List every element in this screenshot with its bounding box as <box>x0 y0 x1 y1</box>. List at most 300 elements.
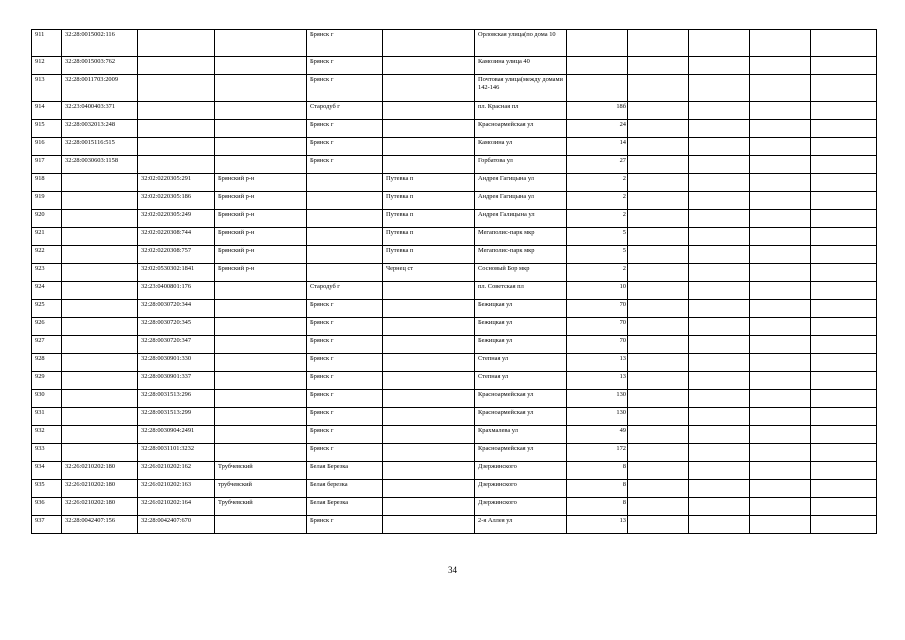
row-number-cell: 925 <box>32 300 62 318</box>
empty-cell <box>811 462 877 480</box>
city-cell: Брянск г <box>307 372 383 390</box>
city-cell: Стародуб г <box>307 102 383 120</box>
house-number-cell: 2 <box>567 210 628 228</box>
settlement-cell: Путевка п <box>383 192 475 210</box>
empty-cell <box>628 30 689 57</box>
page-number: 34 <box>448 565 457 575</box>
empty-cell <box>750 444 811 462</box>
district-cell: трубчевский <box>215 480 307 498</box>
cadastral-number-cell <box>62 282 138 300</box>
empty-cell <box>689 138 750 156</box>
settlement-cell <box>383 75 475 102</box>
settlement-cell <box>383 516 475 534</box>
empty-cell <box>689 75 750 102</box>
table-row <box>32 336 877 354</box>
house-number-cell: 172 <box>567 444 628 462</box>
empty-cell <box>811 318 877 336</box>
district-cell <box>215 30 307 57</box>
settlement-cell: Путевка п <box>383 246 475 264</box>
house-number-cell: 10 <box>567 282 628 300</box>
cadastral-number-cell <box>62 228 138 246</box>
empty-cell <box>811 372 877 390</box>
empty-cell <box>811 426 877 444</box>
empty-cell <box>811 264 877 282</box>
object-cadastral-number-cell: 32:28:0031513:299 <box>138 408 215 426</box>
cadastral-number-cell: 32:28:0030603:1158 <box>62 156 138 174</box>
row-number-cell: 937 <box>32 516 62 534</box>
house-number-cell: 49 <box>567 426 628 444</box>
table-row <box>32 30 877 57</box>
house-number-cell: 5 <box>567 246 628 264</box>
city-cell: Брянск г <box>307 300 383 318</box>
table-row <box>32 57 877 75</box>
empty-cell <box>750 372 811 390</box>
empty-cell <box>628 57 689 75</box>
object-cadastral-number-cell: 32:28:0030904:2491 <box>138 426 215 444</box>
empty-cell <box>628 264 689 282</box>
empty-cell <box>689 102 750 120</box>
row-number-cell: 935 <box>32 480 62 498</box>
object-cadastral-number-cell: 32:02:0220308:744 <box>138 228 215 246</box>
district-cell <box>215 120 307 138</box>
street-cell: Камозина ул <box>475 138 567 156</box>
row-number-cell: 911 <box>32 30 62 57</box>
settlement-cell <box>383 498 475 516</box>
object-cadastral-number-cell: 32:02:0530302:1841 <box>138 264 215 282</box>
empty-cell <box>689 318 750 336</box>
settlement-cell <box>383 120 475 138</box>
empty-cell <box>628 498 689 516</box>
empty-cell <box>628 480 689 498</box>
district-cell <box>215 156 307 174</box>
house-number-cell: 8 <box>567 462 628 480</box>
empty-cell <box>811 174 877 192</box>
table-row <box>32 300 877 318</box>
table-row <box>32 102 877 120</box>
settlement-cell <box>383 372 475 390</box>
city-cell: Белая Березка <box>307 498 383 516</box>
empty-cell <box>689 156 750 174</box>
settlement-cell <box>383 300 475 318</box>
table-row <box>32 282 877 300</box>
empty-cell <box>628 228 689 246</box>
row-number-cell: 926 <box>32 318 62 336</box>
empty-cell <box>811 192 877 210</box>
empty-cell <box>750 408 811 426</box>
empty-cell <box>811 480 877 498</box>
row-number-cell: 934 <box>32 462 62 480</box>
cadastral-number-cell <box>62 354 138 372</box>
object-cadastral-number-cell: 32:26:0210202:162 <box>138 462 215 480</box>
empty-cell <box>750 336 811 354</box>
row-number-cell: 931 <box>32 408 62 426</box>
object-cadastral-number-cell <box>138 102 215 120</box>
city-cell: Брянск г <box>307 75 383 102</box>
street-cell: Камозина улица 40 <box>475 57 567 75</box>
object-cadastral-number-cell: 32:26:0210202:163 <box>138 480 215 498</box>
empty-cell <box>750 156 811 174</box>
empty-cell <box>750 462 811 480</box>
empty-cell <box>689 120 750 138</box>
house-number-cell <box>567 57 628 75</box>
object-cadastral-number-cell: 32:23:0400801:176 <box>138 282 215 300</box>
city-cell: Брянск г <box>307 120 383 138</box>
empty-cell <box>811 210 877 228</box>
street-cell: Дзержинского <box>475 480 567 498</box>
empty-cell <box>689 57 750 75</box>
empty-cell <box>750 57 811 75</box>
row-number-cell: 913 <box>32 75 62 102</box>
row-number-cell: 918 <box>32 174 62 192</box>
city-cell: Брянск г <box>307 444 383 462</box>
empty-cell <box>628 444 689 462</box>
city-cell: Брянск г <box>307 156 383 174</box>
empty-cell <box>689 354 750 372</box>
row-number-cell: 915 <box>32 120 62 138</box>
district-cell <box>215 426 307 444</box>
street-cell: Андрея Галицына ул <box>475 210 567 228</box>
row-number-cell: 920 <box>32 210 62 228</box>
empty-cell <box>628 336 689 354</box>
empty-cell <box>689 498 750 516</box>
settlement-cell <box>383 462 475 480</box>
street-cell: Крахмалева ул <box>475 426 567 444</box>
empty-cell <box>689 408 750 426</box>
settlement-cell <box>383 102 475 120</box>
city-cell: Белая Березка <box>307 462 383 480</box>
city-cell: Брянск г <box>307 390 383 408</box>
empty-cell <box>811 300 877 318</box>
settlement-cell: Путевка п <box>383 228 475 246</box>
object-cadastral-number-cell: 32:28:0030901:330 <box>138 354 215 372</box>
table-row <box>32 246 877 264</box>
empty-cell <box>811 336 877 354</box>
street-cell: Красноармейская ул <box>475 120 567 138</box>
cadastral-number-cell <box>62 372 138 390</box>
city-cell <box>307 264 383 282</box>
empty-cell <box>811 498 877 516</box>
street-cell: Мегаполис-парк мкр <box>475 246 567 264</box>
city-cell <box>307 210 383 228</box>
empty-cell <box>811 138 877 156</box>
empty-cell <box>750 264 811 282</box>
cadastral-number-cell: 32:26:0210202:180 <box>62 480 138 498</box>
row-number-cell: 927 <box>32 336 62 354</box>
empty-cell <box>689 390 750 408</box>
empty-cell <box>750 138 811 156</box>
cadastral-number-cell <box>62 336 138 354</box>
empty-cell <box>689 444 750 462</box>
empty-cell <box>750 318 811 336</box>
row-number-cell: 916 <box>32 138 62 156</box>
empty-cell <box>689 228 750 246</box>
empty-cell <box>628 318 689 336</box>
table-row <box>32 120 877 138</box>
empty-cell <box>750 354 811 372</box>
object-cadastral-number-cell: 32:02:0220308:757 <box>138 246 215 264</box>
empty-cell <box>811 120 877 138</box>
object-cadastral-number-cell: 32:26:0210202:164 <box>138 498 215 516</box>
settlement-cell <box>383 354 475 372</box>
empty-cell <box>628 462 689 480</box>
empty-cell <box>811 156 877 174</box>
district-cell <box>215 516 307 534</box>
row-number-cell: 923 <box>32 264 62 282</box>
empty-cell <box>628 300 689 318</box>
city-cell <box>307 246 383 264</box>
row-number-cell: 914 <box>32 102 62 120</box>
empty-cell <box>628 210 689 228</box>
district-cell: Трубчевский <box>215 462 307 480</box>
street-cell: 2-я Аллея ул <box>475 516 567 534</box>
row-number-cell: 936 <box>32 498 62 516</box>
house-number-cell: 2 <box>567 192 628 210</box>
empty-cell <box>811 354 877 372</box>
city-cell: Брянск г <box>307 354 383 372</box>
empty-cell <box>811 102 877 120</box>
empty-cell <box>811 408 877 426</box>
empty-cell <box>811 516 877 534</box>
empty-cell <box>750 192 811 210</box>
empty-cell <box>750 282 811 300</box>
street-cell: Красноармейская ул <box>475 444 567 462</box>
street-cell: Андрея Гагицына ул <box>475 174 567 192</box>
cadastral-number-cell <box>62 246 138 264</box>
table-row <box>32 156 877 174</box>
empty-cell <box>628 246 689 264</box>
empty-cell <box>628 354 689 372</box>
empty-cell <box>811 390 877 408</box>
settlement-cell <box>383 408 475 426</box>
cadastral-number-cell: 32:28:0015116:515 <box>62 138 138 156</box>
object-cadastral-number-cell <box>138 138 215 156</box>
district-cell <box>215 408 307 426</box>
house-number-cell: 8 <box>567 480 628 498</box>
object-cadastral-number-cell: 32:28:0031513:296 <box>138 390 215 408</box>
house-number-cell: 27 <box>567 156 628 174</box>
house-number-cell: 130 <box>567 408 628 426</box>
district-cell: Брянский р-н <box>215 192 307 210</box>
empty-cell <box>689 336 750 354</box>
city-cell: Брянск г <box>307 336 383 354</box>
street-cell: Степная ул <box>475 372 567 390</box>
house-number-cell: 130 <box>567 390 628 408</box>
row-number-cell: 929 <box>32 372 62 390</box>
district-cell: Брянский р-н <box>215 228 307 246</box>
empty-cell <box>750 102 811 120</box>
cadastral-number-cell: 32:26:0210202:180 <box>62 498 138 516</box>
cadastral-number-cell: 32:28:0042407:156 <box>62 516 138 534</box>
empty-cell <box>750 498 811 516</box>
city-cell <box>307 228 383 246</box>
city-cell: Брянск г <box>307 408 383 426</box>
street-cell: Почтовая улица(между домами 142-146 <box>475 75 567 102</box>
cadastral-number-cell <box>62 390 138 408</box>
empty-cell <box>750 426 811 444</box>
city-cell: Брянск г <box>307 57 383 75</box>
settlement-cell <box>383 426 475 444</box>
empty-cell <box>689 264 750 282</box>
empty-cell <box>750 174 811 192</box>
empty-cell <box>689 426 750 444</box>
district-cell <box>215 282 307 300</box>
object-cadastral-number-cell: 32:02:0220305:186 <box>138 192 215 210</box>
city-cell: Стародуб г <box>307 282 383 300</box>
object-cadastral-number-cell <box>138 57 215 75</box>
object-cadastral-number-cell <box>138 156 215 174</box>
empty-cell <box>628 156 689 174</box>
settlement-cell: Путевка п <box>383 174 475 192</box>
object-cadastral-number-cell: 32:28:0030720:345 <box>138 318 215 336</box>
house-number-cell: 13 <box>567 354 628 372</box>
cadastral-number-cell <box>62 174 138 192</box>
table-row <box>32 138 877 156</box>
empty-cell <box>689 30 750 57</box>
city-cell: Брянск г <box>307 426 383 444</box>
empty-cell <box>628 408 689 426</box>
empty-cell <box>750 480 811 498</box>
house-number-cell: 2 <box>567 174 628 192</box>
cadastral-number-cell: 32:28:0015002:116 <box>62 30 138 57</box>
table-row <box>32 228 877 246</box>
settlement-cell <box>383 156 475 174</box>
street-cell: пл. Красная пл <box>475 102 567 120</box>
settlement-cell <box>383 30 475 57</box>
empty-cell <box>811 30 877 57</box>
cadastral-number-cell <box>62 426 138 444</box>
empty-cell <box>689 480 750 498</box>
row-number-cell: 933 <box>32 444 62 462</box>
street-cell: пл. Советская пл <box>475 282 567 300</box>
row-number-cell: 928 <box>32 354 62 372</box>
empty-cell <box>628 138 689 156</box>
table-row <box>32 372 877 390</box>
district-cell <box>215 138 307 156</box>
table-row <box>32 462 877 480</box>
table-row <box>32 516 877 534</box>
table-row <box>32 480 877 498</box>
row-number-cell: 921 <box>32 228 62 246</box>
empty-cell <box>689 516 750 534</box>
object-cadastral-number-cell <box>138 120 215 138</box>
city-cell: Брянск г <box>307 138 383 156</box>
object-cadastral-number-cell <box>138 75 215 102</box>
house-number-cell: 18б <box>567 102 628 120</box>
empty-cell <box>689 210 750 228</box>
empty-cell <box>628 516 689 534</box>
settlement-cell <box>383 318 475 336</box>
cadastral-number-cell <box>62 300 138 318</box>
district-cell <box>215 75 307 102</box>
cadastral-number-cell <box>62 444 138 462</box>
city-cell <box>307 174 383 192</box>
empty-cell <box>750 120 811 138</box>
empty-cell <box>628 174 689 192</box>
object-cadastral-number-cell <box>138 30 215 57</box>
house-number-cell: 70 <box>567 300 628 318</box>
object-cadastral-number-cell: 32:28:0030720:344 <box>138 300 215 318</box>
empty-cell <box>689 192 750 210</box>
cadastral-number-cell: 32:28:0032013:248 <box>62 120 138 138</box>
row-number-cell: 912 <box>32 57 62 75</box>
table-row <box>32 264 877 282</box>
city-cell: Белая березка <box>307 480 383 498</box>
row-number-cell: 919 <box>32 192 62 210</box>
empty-cell <box>750 516 811 534</box>
house-number-cell: 5 <box>567 228 628 246</box>
district-cell: Брянский р-н <box>215 174 307 192</box>
settlement-cell <box>383 480 475 498</box>
empty-cell <box>628 75 689 102</box>
empty-cell <box>689 246 750 264</box>
empty-cell <box>750 30 811 57</box>
empty-cell <box>628 120 689 138</box>
street-cell: Степная ул <box>475 354 567 372</box>
district-cell <box>215 318 307 336</box>
table-row <box>32 210 877 228</box>
house-number-cell: 14 <box>567 138 628 156</box>
house-number-cell <box>567 75 628 102</box>
row-number-cell: 917 <box>32 156 62 174</box>
object-cadastral-number-cell: 32:02:0220305:249 <box>138 210 215 228</box>
district-cell <box>215 444 307 462</box>
table-row <box>32 498 877 516</box>
empty-cell <box>689 300 750 318</box>
cadastral-number-cell: 32:28:0011703:2009 <box>62 75 138 102</box>
street-cell: Бежицкая ул <box>475 300 567 318</box>
house-number-cell: 13 <box>567 516 628 534</box>
empty-cell <box>811 282 877 300</box>
table-row <box>32 174 877 192</box>
row-number-cell: 922 <box>32 246 62 264</box>
house-number-cell: 70 <box>567 336 628 354</box>
district-cell <box>215 372 307 390</box>
city-cell: Брянск г <box>307 318 383 336</box>
district-cell: Брянский р-н <box>215 246 307 264</box>
empty-cell <box>628 282 689 300</box>
house-number-cell: 2 <box>567 264 628 282</box>
table-row <box>32 444 877 462</box>
cadastral-number-cell: 32:23:0400403:371 <box>62 102 138 120</box>
row-number-cell: 930 <box>32 390 62 408</box>
empty-cell <box>811 246 877 264</box>
house-number-cell: 13 <box>567 372 628 390</box>
empty-cell <box>689 372 750 390</box>
empty-cell <box>811 75 877 102</box>
empty-cell <box>750 228 811 246</box>
street-cell: Бежицкая ул <box>475 336 567 354</box>
city-cell <box>307 192 383 210</box>
empty-cell <box>750 75 811 102</box>
district-cell <box>215 57 307 75</box>
district-cell: Брянский р-н <box>215 210 307 228</box>
empty-cell <box>750 210 811 228</box>
empty-cell <box>811 228 877 246</box>
street-cell: Красноармейская ул <box>475 408 567 426</box>
object-cadastral-number-cell: 32:28:0042407:670 <box>138 516 215 534</box>
settlement-cell <box>383 390 475 408</box>
house-number-cell: 70 <box>567 318 628 336</box>
row-number-cell: 924 <box>32 282 62 300</box>
object-cadastral-number-cell: 32:28:0031101:3232 <box>138 444 215 462</box>
house-number-cell <box>567 30 628 57</box>
empty-cell <box>628 372 689 390</box>
row-number-cell: 932 <box>32 426 62 444</box>
empty-cell <box>628 192 689 210</box>
cadastral-number-cell <box>62 318 138 336</box>
table-row <box>32 426 877 444</box>
empty-cell <box>750 390 811 408</box>
